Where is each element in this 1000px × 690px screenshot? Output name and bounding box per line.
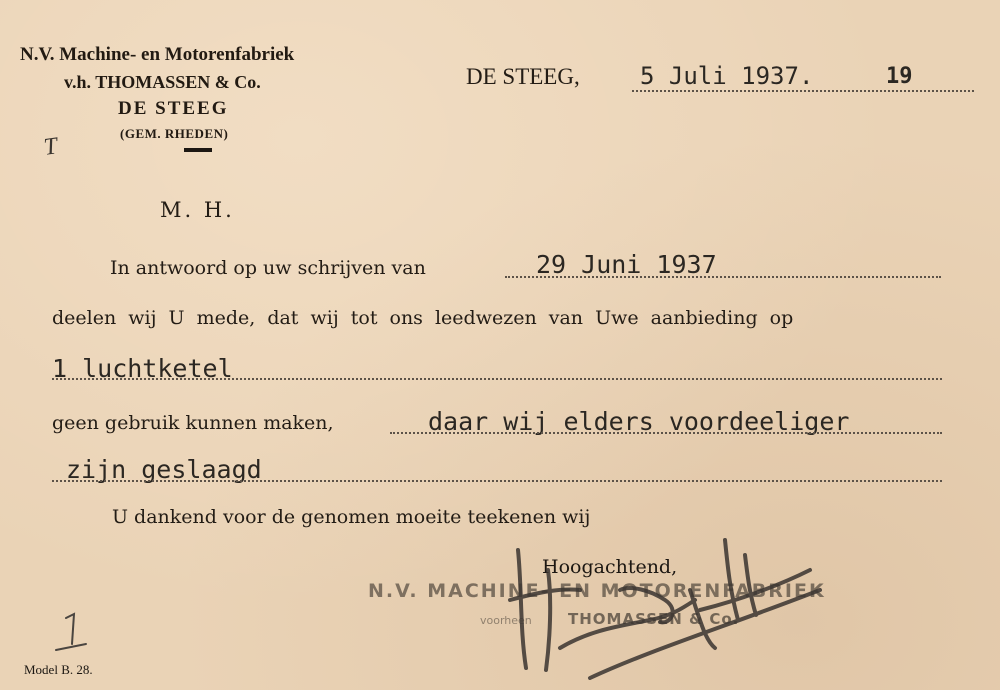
company-stamp-line-1: N.V. MACHINE- EN MOTORENFABRIEK xyxy=(368,580,826,602)
form-model-number: Model B. 28. xyxy=(24,662,93,677)
body-line-2-printed: deelen wij U mede, dat wij tot ons leedwezen van Uwe aanbieding op xyxy=(52,307,794,329)
body-line-4-dotted xyxy=(390,432,942,434)
closing-greeting: Hoogachtend, xyxy=(542,556,678,578)
body-line-3-dotted xyxy=(52,378,942,380)
salutation: M. H. xyxy=(160,198,235,222)
body-line-6-printed: U dankend voor de genomen moeite teekenen wij xyxy=(112,506,591,528)
letterhead-company: N.V. Machine- en Motorenfabriek xyxy=(20,44,295,65)
pencil-mark-top: T xyxy=(42,133,60,161)
letterhead-municipality: (GEM. RHEDEN) xyxy=(120,126,229,141)
body-line-4-typed: daar wij elders voordeeliger xyxy=(428,407,850,436)
body-line-1-printed: In antwoord op uw schrijven van xyxy=(110,257,426,279)
date-dotted-line xyxy=(632,90,974,92)
body-line-3-typed: 1 luchtketel xyxy=(52,354,233,383)
body-line-1-typed: 29 Juni 1937 xyxy=(536,250,717,279)
body-line-1-dotted xyxy=(505,276,941,278)
body-line-5-dotted xyxy=(52,480,942,482)
letterhead-underline xyxy=(184,148,212,152)
letterhead-town: DE STEEG xyxy=(118,98,229,119)
handwritten-signature xyxy=(500,530,830,680)
body-line-5-typed: zijn geslaagd xyxy=(66,455,262,484)
letterhead-formerly: v.h. THOMASSEN & Co. xyxy=(64,72,261,92)
letter-date: 5 Juli 1937. xyxy=(640,62,814,90)
pencil-mark-bottom xyxy=(52,610,92,655)
company-stamp-small-text: voorheen xyxy=(480,614,532,627)
place-name: DE STEEG, xyxy=(466,64,580,89)
date-year-prefix: 19 xyxy=(886,64,913,89)
body-line-4-printed: geen gebruik kunnen maken, xyxy=(52,412,334,434)
company-stamp-line-2: THOMASSEN & Co. xyxy=(568,610,740,628)
